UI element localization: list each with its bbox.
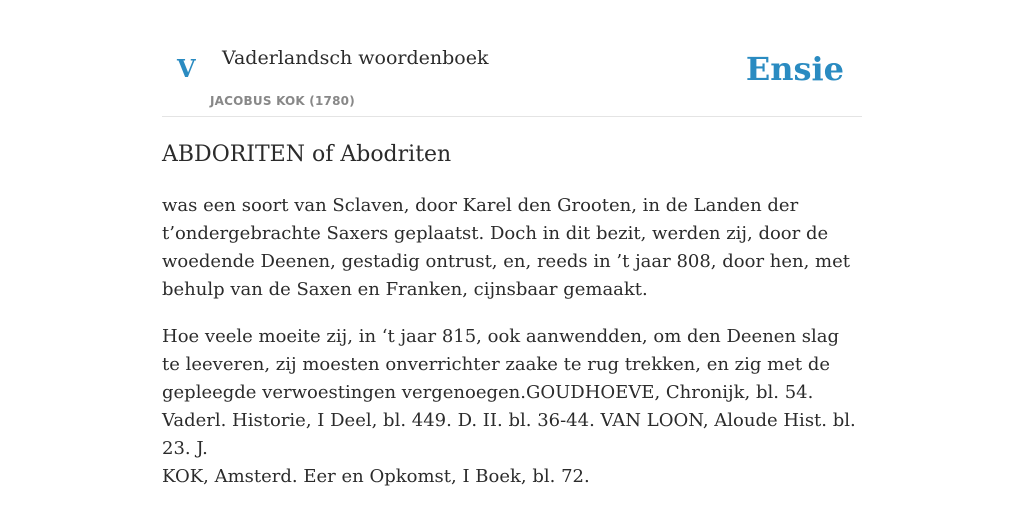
entry-title: ABDORITEN of Abodriten <box>162 142 452 167</box>
entry-paragraph: was een soort van Sclaven, door Karel den Grooten, in de Landen der t’ondergebrachte Saxers geplaatst. Doch in dit bezit, werden zij, door de woedende Deenen, gestadig ontrust, en, reeds in ’t jaar 808, door hen, met behulp van de Saxen en Franken, cijnsbaar gemaakt. <box>162 195 851 300</box>
book-title-link[interactable]: Vaderlandsch woordenboek <box>222 47 489 69</box>
book-author: JACOBUS KOK (1780) <box>210 94 355 108</box>
ensie-logo[interactable]: Ensie <box>745 50 844 88</box>
page-container <box>162 0 862 487</box>
entry-paragraph: Hoe veele moeite zij, in ‘t jaar 815, ook aanwendden, om den Deenen slag te leeveren, zij moesten onverrichter zaake te rug trekken, en zig met de gepleegde verwoestingen vergenoegen.GOUDHOEVE, Chronijk, bl. 54. Vaderl. Historie, I Deel, bl. 449. D. II. bl. 36-44. VAN LOON, Aloude Hist. bl. 23. J. <box>162 326 856 459</box>
book-header <box>162 0 862 117</box>
letter-index-link[interactable]: V <box>177 54 196 83</box>
entry-paragraph: KOK, Amsterd. Eer en Opkomst, I Boek, bl. 72. <box>162 466 590 487</box>
